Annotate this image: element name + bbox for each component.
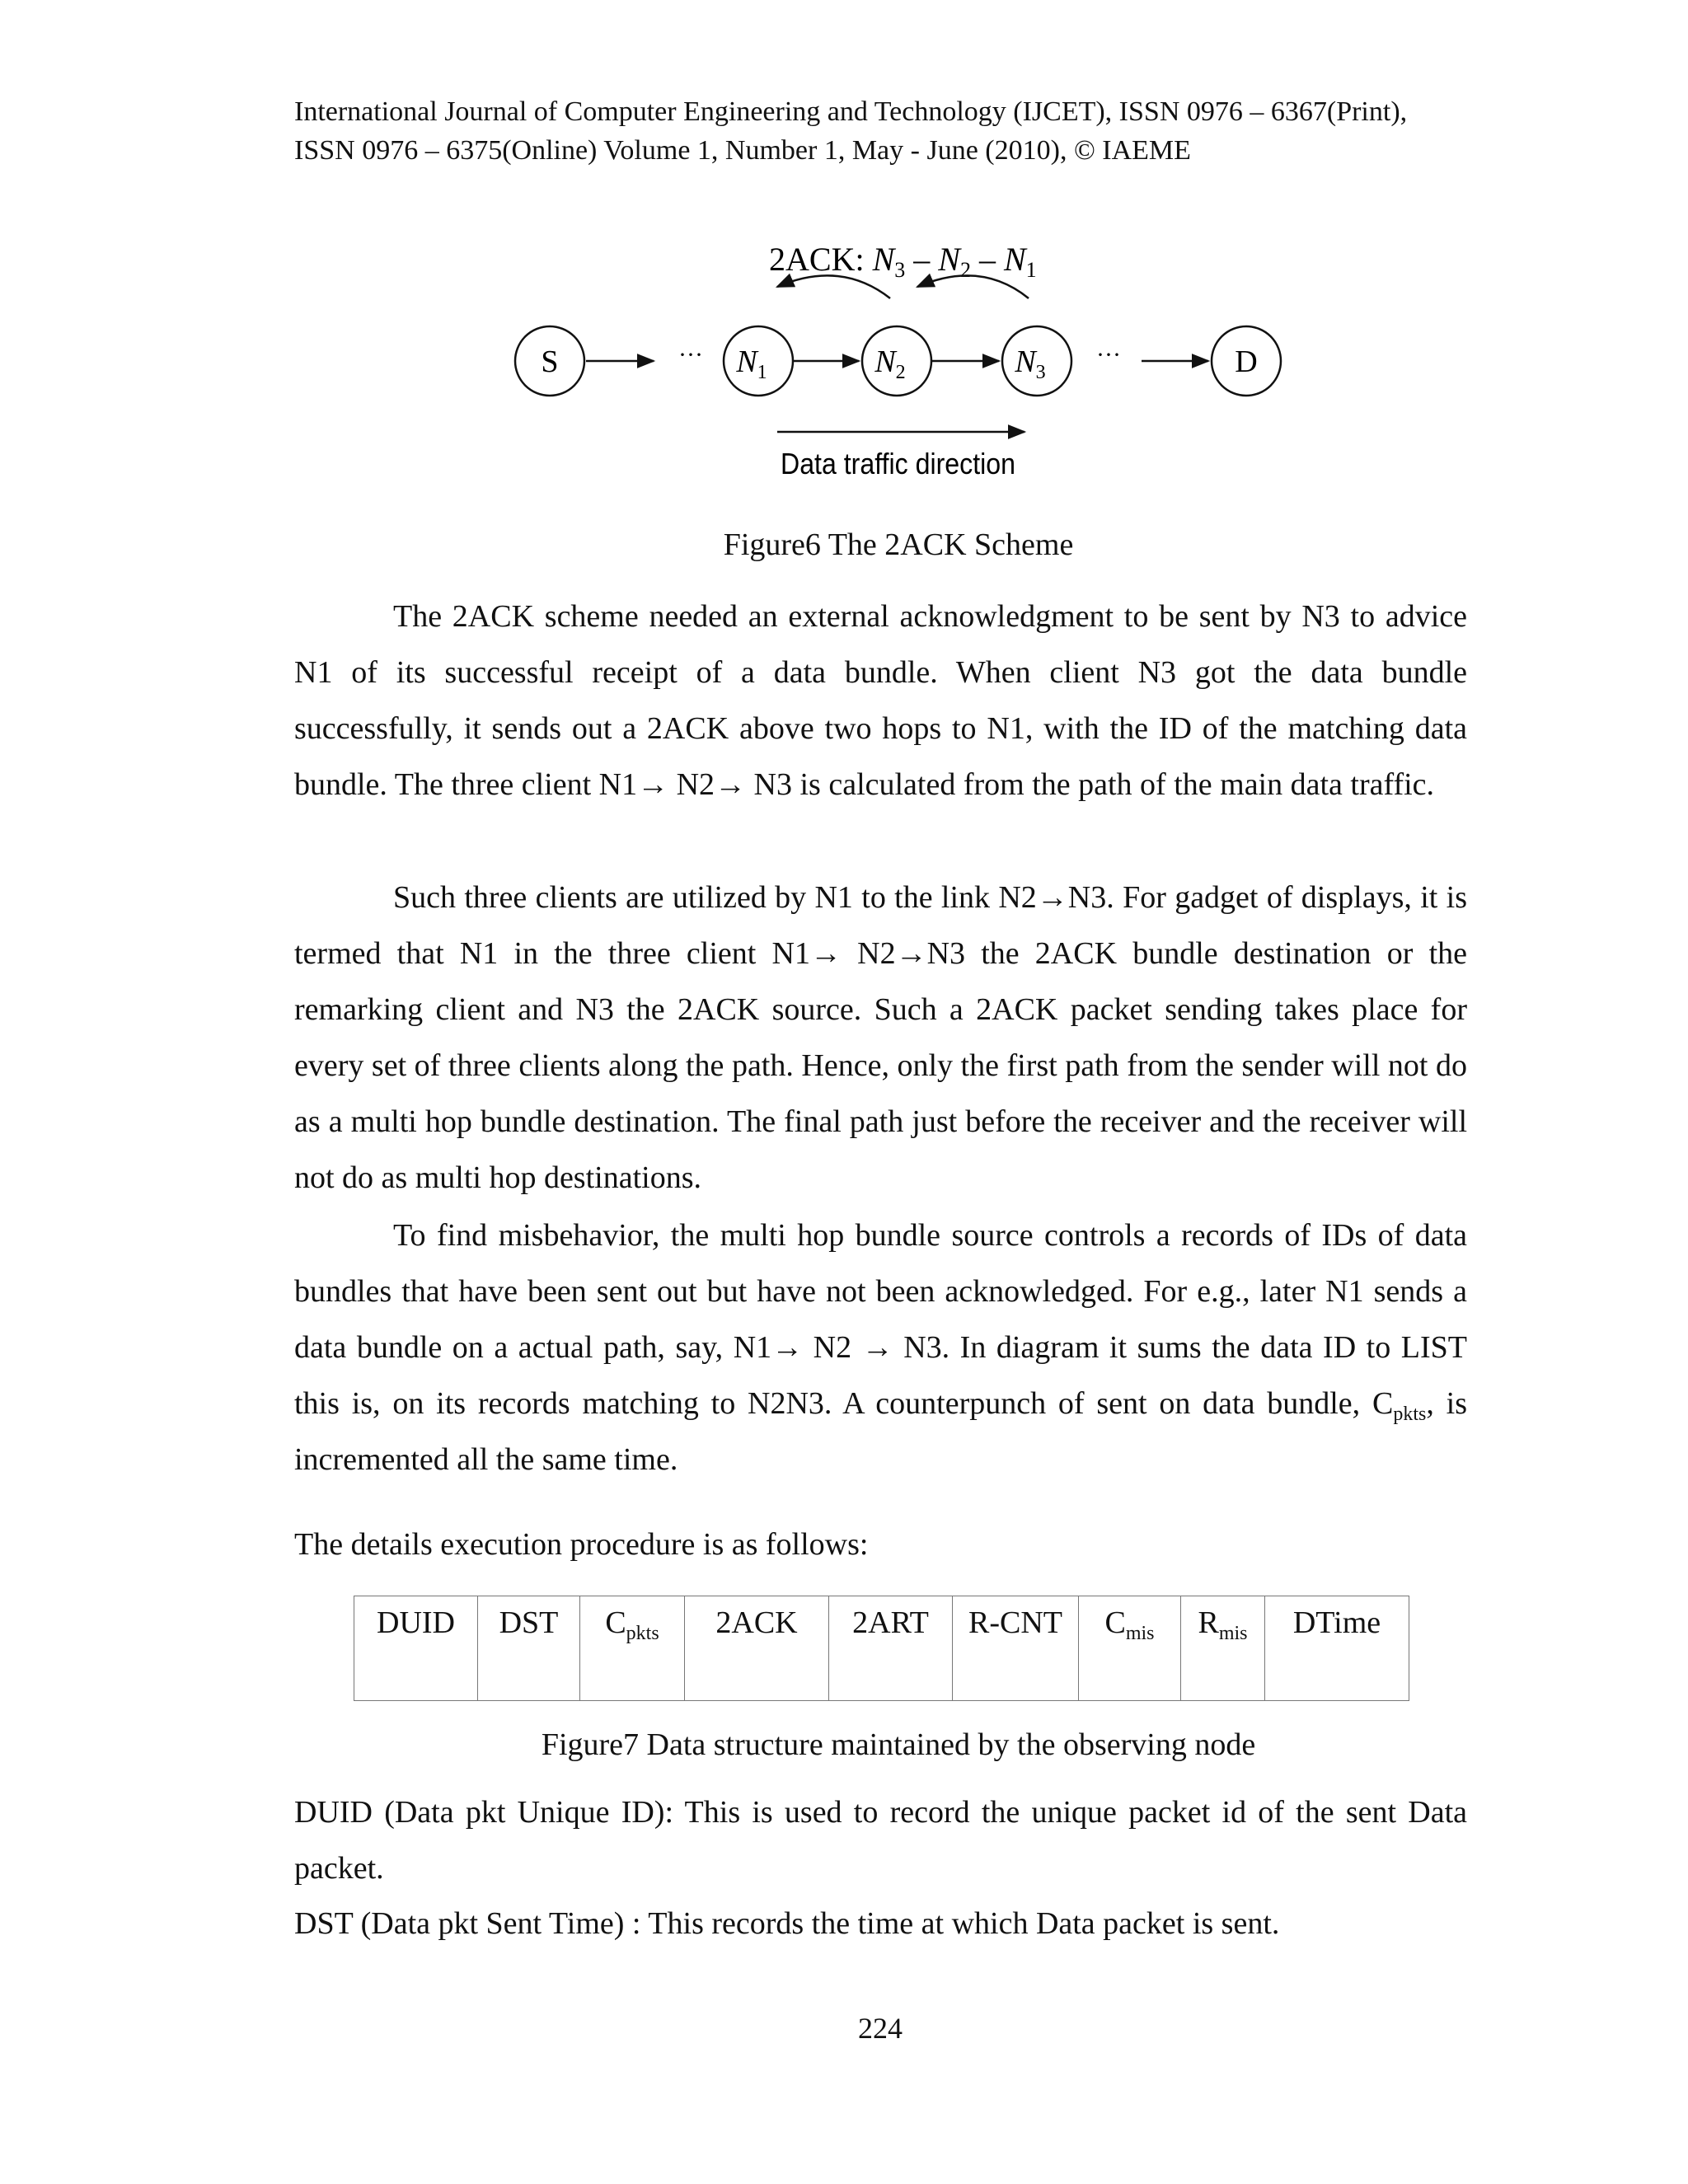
- table-cell-duid: DUID: [354, 1596, 478, 1701]
- node-d: [1212, 326, 1281, 396]
- svg-text:N2: $N_2$: [874, 344, 906, 383]
- table-cell-dst: DST: [478, 1596, 580, 1701]
- data-structure-table: [354, 1596, 1409, 1701]
- node-n3: [1002, 326, 1071, 396]
- paragraph-3: [294, 1207, 1467, 1488]
- table-cell-cmis: $C_{mis}$: [1079, 1596, 1181, 1701]
- svg-text:N3: $N_3$: [1015, 344, 1046, 383]
- table-cell-rmis: $R_{mis}$: [1181, 1596, 1265, 1701]
- paragraph-dst: DST (Data pkt Sent Time) : This records the time at which Data packet is sent.: [294, 1906, 1280, 1941]
- node-s: [515, 326, 584, 396]
- paragraph-2: Such three clients are utilized by N1 to the link N2→N3. For gadget of displays, it is termed that N1 in the three client N1→ N2→N3 the 2ACK bundle destination or the remarking client and N3 the 2ACK source. Such a 2ACK packet sending takes place for every set of three clients along the path. Hence, only the first path from the sender will not do as a multi hop bundle destination. The final path just before the receiver and the receiver will not do as multi hop destinations.: [294, 880, 1467, 1195]
- paragraph-3-tail: , is incremented all the same time.: [294, 1386, 1467, 1477]
- table-row: [354, 1596, 1409, 1701]
- node-n2: [862, 326, 931, 396]
- figure6-caption: Figure6 The 2ACK Scheme: [723, 527, 1074, 562]
- table-cell-rcnt: R-CNT: [953, 1596, 1079, 1701]
- paragraph-3-main: To find misbehavior, the multi hop bundle source controls a records of IDs of data bundles that have been sent out but have not been acknowledged. For e.g., later N1 sends a data bundle on a actual path, say, N1→ N2 → N3. In diagram it sums the data ID to LIST this is, on its records matching to N2N3. A counterpunch of sent on data bundle,: [294, 1218, 1467, 1421]
- data-direction-label: Data traffic direction: [781, 447, 1015, 480]
- page-number: 224: [858, 2012, 903, 2045]
- table-cell-2ack: 2ACK: [685, 1596, 829, 1701]
- svg-text:S: S: [541, 344, 559, 379]
- figure6-diagram: [0, 0, 1688, 511]
- header-line-1: International Journal of Computer Engineering and Technology (IJCET), ISSN 0976 – 6367(Print),: [294, 96, 1408, 127]
- ellipsis-right: ···: [1096, 341, 1121, 368]
- paragraph-duid: DUID (Data pkt Unique ID): This is used to record the unique packet id of the sent Data packet.: [294, 1795, 1467, 1886]
- ellipsis-left: ···: [678, 341, 703, 368]
- table-cell-cpkts: $C_{pkts}$: [580, 1596, 685, 1701]
- ack-label: 2ACK: $N_3 - N_2 - N_1$: [769, 241, 1037, 282]
- node-n1: [724, 326, 793, 396]
- paragraph-1: The 2ACK scheme needed an external acknowledgment to be sent by N3 to advice N1 of its successful receipt of a data bundle. When client N3 got the data bundle successfully, it sends out a 2ACK above two hops to N1, with the ID of the matching data bundle. The three client N1→ N2→ N3 is calculated from the path of the main data traffic.: [294, 599, 1467, 802]
- cpkts-subscript: pkts: [1393, 1404, 1427, 1425]
- cpkts-symbol: C: [1372, 1386, 1394, 1421]
- figure7-caption: Figure7 Data structure maintained by the observing node: [541, 1727, 1256, 1762]
- figure-2ack-scheme: [0, 0, 1688, 511]
- header-line-2: ISSN 0976 – 6375(Online) Volume 1, Number 1, May - June (2010), © IAEME: [294, 135, 1191, 166]
- ack-arrow-n2-to-n1: [777, 275, 890, 298]
- svg-text:D: D: [1235, 344, 1258, 379]
- svg-text:N1: $N_1$: [736, 344, 767, 383]
- ack-arrow-n3-to-n2: [917, 275, 1029, 298]
- table-cell-dtime: DTime: [1265, 1596, 1409, 1701]
- paragraph-4: The details execution procedure is as follows:: [294, 1527, 869, 1562]
- table-cell-2art: 2ART: [829, 1596, 953, 1701]
